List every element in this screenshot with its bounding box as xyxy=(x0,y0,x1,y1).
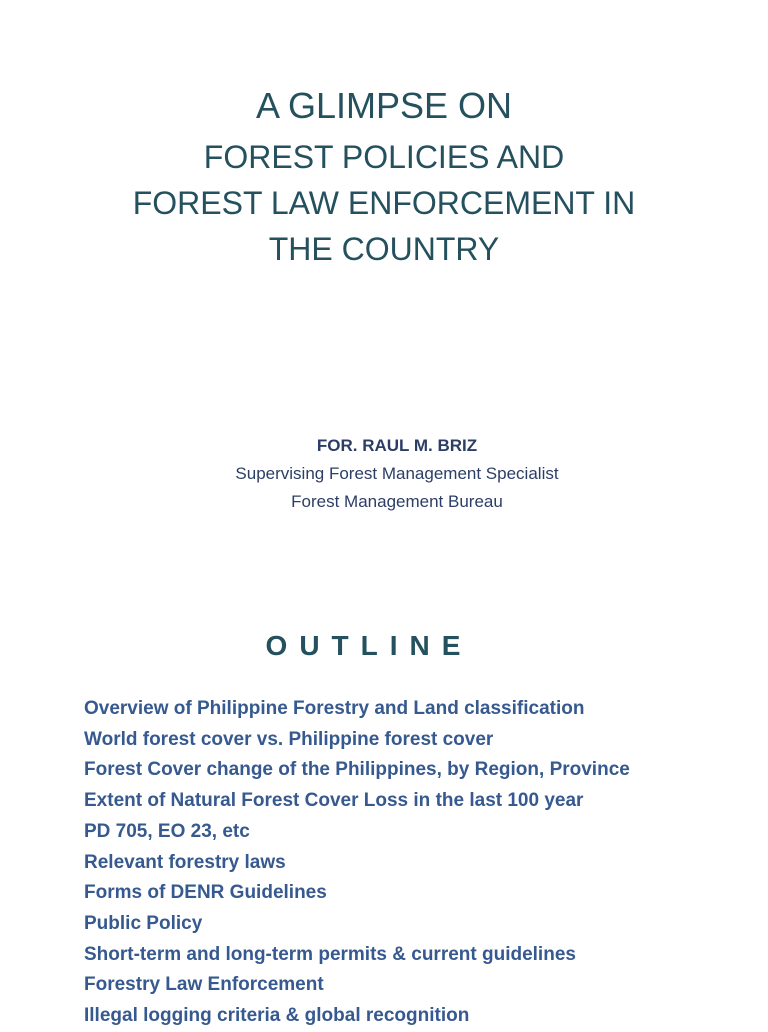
outline-item: Relevant forestry laws xyxy=(84,851,286,873)
outline-item: Forest Cover change of the Philippines, by Region, Province xyxy=(84,759,630,781)
outline-item: Illegal logging criteria & global recognition xyxy=(84,1005,470,1027)
title-line-4: THE COUNTRY xyxy=(268,231,500,267)
title-line-1: A GLIMPSE ON xyxy=(255,85,513,126)
outline-item: PD 705, EO 23, etc xyxy=(84,820,250,842)
outline-list xyxy=(84,694,630,1032)
outline-item: Forms of DENR Guidelines xyxy=(84,882,327,904)
title-line-2: FOREST POLICIES AND xyxy=(203,139,565,175)
outline-item: Public Policy xyxy=(84,912,203,934)
author-position: Supervising Forest Management Specialist xyxy=(235,464,559,483)
author-name: FOR. RAUL M. BRIZ xyxy=(316,436,478,455)
outline-item: Overview of Philippine Forestry and Land classification xyxy=(84,698,585,719)
author-block xyxy=(0,432,768,516)
title-subtitle xyxy=(0,134,768,272)
outline-heading: OUTLINE xyxy=(265,630,473,661)
title-line-3: FOREST LAW ENFORCEMENT IN xyxy=(132,185,636,221)
author-office: Forest Management Bureau xyxy=(291,492,503,511)
outline-item: Forestry Law Enforcement xyxy=(84,974,324,996)
outline-item: Extent of Natural Forest Cover Loss in the last 100 year xyxy=(84,790,584,812)
outline-item: Short-term and long-term permits & current guidelines xyxy=(84,943,576,965)
outline-item: World forest cover vs. Philippine forest cover xyxy=(84,728,494,750)
